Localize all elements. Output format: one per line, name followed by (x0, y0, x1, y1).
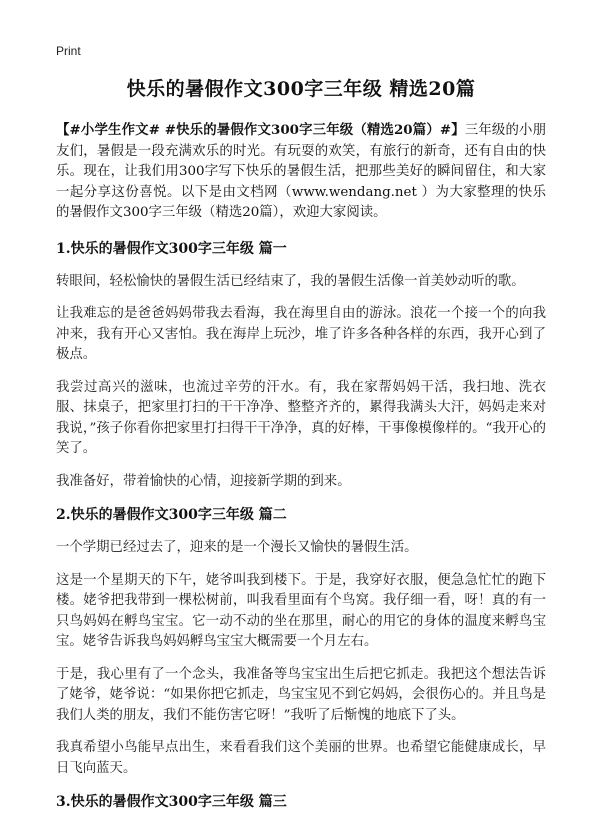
section-2-paragraph-2: 这是一个星期天的下午，姥爷叫我到楼下。于是，我穿好衣服，便急急忙忙的跑下楼。姥爷把我带到一棵松树前，叫我看里面有个鸟窝。我仔细一看，呀！真的有一只鸟妈妈在孵鸟宝宝。它一动不动的坐在那里，耐心的用它的身体的温度来孵鸟宝宝。姥爷告诉我鸟妈妈孵鸟宝宝大概需要一个月左右。 (56, 572, 546, 649)
section-2-paragraph-4: 我真希望小鸟能早点出生，来看看我们这个美丽的世界。也希望它能健康成长，早日飞向蓝天。 (56, 740, 546, 776)
section-1-paragraph-1: 转眼间，轻松愉快的暑假生活已经结束了，我的暑假生活像一首美妙动听的歌。 (56, 273, 525, 289)
section-1-paragraph-2: 让我难忘的是爸爸妈妈带我去看海，我在海里自由的游泳。浪花一个接一个的向我冲来，我有开心又害怕。我在海岸上玩沙，堆了许多各种各样的东西，我开心到了极点。 (56, 306, 546, 362)
document-body (56, 76, 546, 825)
section-1-paragraph-4: 我准备好，带着愉快的心情，迎接新学期的到来。 (56, 473, 351, 489)
intro-paragraph (56, 120, 546, 224)
section-2-paragraph-1: 一个学期已经过去了，迎来的是一个漫长又愉快的暑假生活。 (56, 540, 418, 555)
print-link[interactable]: Print (56, 44, 81, 58)
intro-tag: 【#小学生作文# #快乐的暑假作文300字三年级（精选20篇）#】 (56, 122, 465, 138)
document-title: 快乐的暑假作文300字三年级 精选20篇 (126, 78, 476, 100)
section-heading-1: 1.快乐的暑假作文300字三年级 篇一 (56, 240, 287, 257)
section-2-paragraph-3: 于是，我心里有了一个念头，我准备等鸟宝宝出生后把它抓走。我把这个想法告诉了姥爷，姥爷说：“如果你把它抓走，鸟宝宝见不到它妈妈，会很伤心的。并且鸟是我们人类的朋友，我们不能伤害它呀！”我听了后惭愧的地底下了头。 (56, 666, 546, 723)
intro-text: 三年级的小朋友们，暑假是一段充满欢乐的时光。有玩耍的欢笑，有旅行的新奇，还有自由的快乐。现在，让我们用300字写下快乐的暑假生活，把那些美好的瞬间留住，和大家一起分享这份喜悦。以下是由文档网（www.wendang.net ）为大家整理的快乐的暑假作文300字三年级（精选20篇），欢迎大家阅读。 (56, 123, 546, 220)
section-1-paragraph-3: 我尝过高兴的滋味，也流过辛劳的汗水。有，我在家帮妈妈干活，我扫地、洗衣服、抹桌子，把家里打扫的干干净净、整整齐齐的，累得我满头大汗，妈妈走来对我说，”孩子你看你把家里打扫得干干净净，真的好棒，干事像模像样的。“我开心的笑了。 (56, 379, 546, 456)
section-heading-3: 3.快乐的暑假作文300字三年级 篇三 (56, 794, 287, 810)
section-heading-2: 2.快乐的暑假作文300字三年级 篇二 (56, 507, 287, 523)
